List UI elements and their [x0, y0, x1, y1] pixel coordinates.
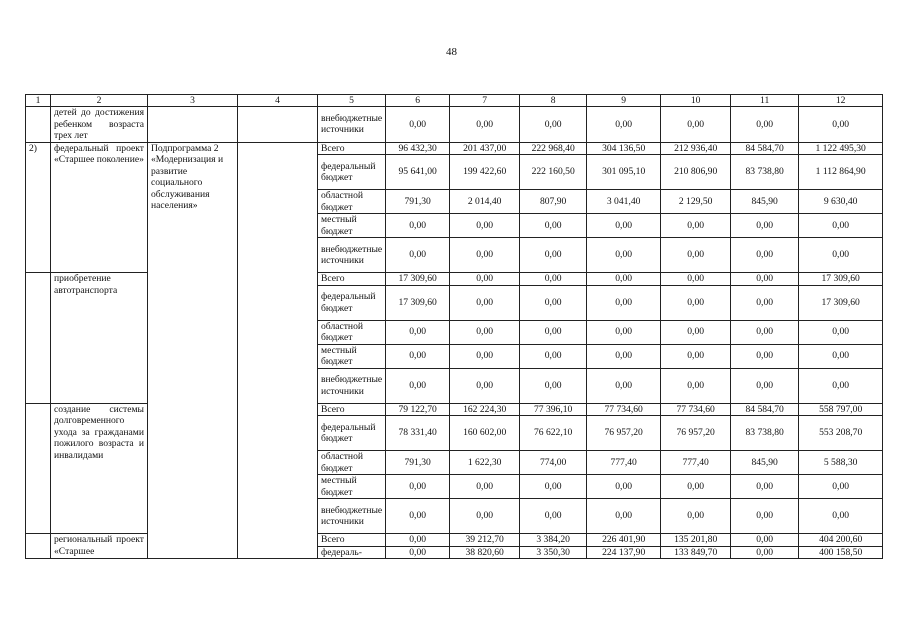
funding-source: областной бюджет — [318, 451, 386, 475]
funding-source: Всего — [318, 273, 386, 286]
amount-cell: 777,40 — [587, 451, 661, 475]
column-header: 10 — [661, 95, 731, 107]
amount-cell: 9 630,40 — [799, 190, 883, 214]
amount-cell: 0,00 — [799, 368, 883, 403]
executor-cell — [238, 107, 318, 143]
amount-cell: 0,00 — [731, 344, 799, 368]
amount-cell: 0,00 — [661, 214, 731, 238]
amount-cell: 17 309,60 — [799, 273, 883, 286]
amount-cell: 95 641,00 — [386, 155, 450, 190]
column-header: 7 — [450, 95, 520, 107]
amount-cell: 77 734,60 — [587, 403, 661, 416]
amount-cell: 0,00 — [661, 238, 731, 273]
measure-name: федеральный проект «Старшее поколение» — [51, 142, 148, 273]
column-header: 3 — [148, 95, 238, 107]
amount-cell: 0,00 — [386, 475, 450, 499]
amount-cell: 0,00 — [731, 107, 799, 143]
measure-name: приобретение автотранспорта — [51, 273, 148, 404]
amount-cell: 0,00 — [386, 238, 450, 273]
amount-cell: 0,00 — [799, 320, 883, 344]
amount-cell: 0,00 — [450, 238, 520, 273]
amount-cell: 0,00 — [661, 285, 731, 320]
row-index — [26, 273, 51, 404]
amount-cell: 222 968,40 — [520, 142, 587, 155]
row-index — [26, 403, 51, 534]
amount-cell: 0,00 — [520, 475, 587, 499]
amount-cell: 774,00 — [520, 451, 587, 475]
amount-cell: 226 401,90 — [587, 534, 661, 547]
amount-cell: 201 437,00 — [450, 142, 520, 155]
column-header: 4 — [238, 95, 318, 107]
amount-cell: 0,00 — [450, 273, 520, 286]
amount-cell: 0,00 — [520, 107, 587, 143]
executor-cell — [238, 142, 318, 559]
funding-source: внебюджетные источники — [318, 368, 386, 403]
amount-cell: 0,00 — [386, 546, 450, 559]
funding-source: федеральный бюджет — [318, 285, 386, 320]
funding-source: внебюджетные источники — [318, 107, 386, 143]
amount-cell: 0,00 — [520, 273, 587, 286]
amount-cell: 0,00 — [587, 475, 661, 499]
amount-cell: 0,00 — [520, 238, 587, 273]
funding-source: внебюджетные источники — [318, 499, 386, 534]
amount-cell: 0,00 — [661, 499, 731, 534]
amount-cell: 5 588,30 — [799, 451, 883, 475]
measure-name: региональный проект «Старшее — [51, 534, 148, 559]
amount-cell: 0,00 — [520, 320, 587, 344]
amount-cell: 3 384,20 — [520, 534, 587, 547]
amount-cell: 0,00 — [661, 320, 731, 344]
amount-cell: 76 957,20 — [661, 416, 731, 451]
column-header: 11 — [731, 95, 799, 107]
amount-cell: 0,00 — [587, 368, 661, 403]
funding-source: местный бюджет — [318, 214, 386, 238]
amount-cell: 0,00 — [799, 238, 883, 273]
funding-source: местный бюджет — [318, 475, 386, 499]
amount-cell: 38 820,60 — [450, 546, 520, 559]
funding-source: федераль- — [318, 546, 386, 559]
amount-cell: 0,00 — [587, 107, 661, 143]
amount-cell: 304 136,50 — [587, 142, 661, 155]
amount-cell: 1 622,30 — [450, 451, 520, 475]
amount-cell: 0,00 — [450, 107, 520, 143]
amount-cell: 160 602,00 — [450, 416, 520, 451]
amount-cell: 0,00 — [731, 534, 799, 547]
amount-cell: 83 738,80 — [731, 155, 799, 190]
amount-cell: 0,00 — [661, 475, 731, 499]
amount-cell: 39 212,70 — [450, 534, 520, 547]
amount-cell: 0,00 — [450, 320, 520, 344]
amount-cell: 224 137,90 — [587, 546, 661, 559]
amount-cell: 17 309,60 — [799, 285, 883, 320]
amount-cell: 0,00 — [661, 273, 731, 286]
funding-source: Всего — [318, 403, 386, 416]
amount-cell: 0,00 — [731, 285, 799, 320]
funding-source: федеральный бюджет — [318, 155, 386, 190]
amount-cell: 0,00 — [520, 499, 587, 534]
amount-cell: 84 584,70 — [731, 142, 799, 155]
amount-cell: 0,00 — [731, 238, 799, 273]
funding-source: Всего — [318, 142, 386, 155]
amount-cell: 0,00 — [386, 499, 450, 534]
amount-cell: 0,00 — [587, 273, 661, 286]
amount-cell: 0,00 — [731, 368, 799, 403]
amount-cell: 0,00 — [731, 273, 799, 286]
amount-cell: 0,00 — [587, 320, 661, 344]
amount-cell: 84 584,70 — [731, 403, 799, 416]
amount-cell: 0,00 — [450, 344, 520, 368]
amount-cell: 0,00 — [661, 344, 731, 368]
amount-cell: 553 208,70 — [799, 416, 883, 451]
amount-cell: 400 158,50 — [799, 546, 883, 559]
amount-cell: 0,00 — [799, 344, 883, 368]
amount-cell: 212 936,40 — [661, 142, 731, 155]
column-header: 9 — [587, 95, 661, 107]
page-number: 48 — [446, 46, 457, 58]
amount-cell: 222 160,50 — [520, 155, 587, 190]
amount-cell: 791,30 — [386, 190, 450, 214]
program-name — [148, 107, 238, 143]
amount-cell: 404 200,60 — [799, 534, 883, 547]
amount-cell: 2 014,40 — [450, 190, 520, 214]
amount-cell: 77 396,10 — [520, 403, 587, 416]
amount-cell: 0,00 — [386, 320, 450, 344]
amount-cell: 0,00 — [731, 214, 799, 238]
amount-cell: 0,00 — [520, 344, 587, 368]
amount-cell: 0,00 — [386, 214, 450, 238]
amount-cell: 301 095,10 — [587, 155, 661, 190]
amount-cell: 0,00 — [587, 238, 661, 273]
amount-cell: 0,00 — [731, 320, 799, 344]
amount-cell: 0,00 — [661, 368, 731, 403]
column-header: 8 — [520, 95, 587, 107]
table-row — [26, 142, 883, 155]
column-header: 12 — [799, 95, 883, 107]
header-row — [26, 95, 883, 107]
amount-cell: 0,00 — [587, 344, 661, 368]
funding-source: областной бюджет — [318, 190, 386, 214]
amount-cell: 777,40 — [661, 451, 731, 475]
amount-cell: 0,00 — [731, 499, 799, 534]
amount-cell: 96 432,30 — [386, 142, 450, 155]
amount-cell: 791,30 — [386, 451, 450, 475]
funding-source: местный бюджет — [318, 344, 386, 368]
column-header: 2 — [51, 95, 148, 107]
amount-cell: 0,00 — [799, 499, 883, 534]
amount-cell: 0,00 — [450, 368, 520, 403]
column-header: 6 — [386, 95, 450, 107]
amount-cell: 0,00 — [450, 499, 520, 534]
funding-source: внебюджетные источники — [318, 238, 386, 273]
amount-cell: 162 224,30 — [450, 403, 520, 416]
amount-cell: 1 122 495,30 — [799, 142, 883, 155]
amount-cell: 845,90 — [731, 190, 799, 214]
funding-source: областной бюджет — [318, 320, 386, 344]
amount-cell: 3 350,30 — [520, 546, 587, 559]
amount-cell: 76 622,10 — [520, 416, 587, 451]
row-index — [26, 534, 51, 559]
amount-cell: 77 734,60 — [661, 403, 731, 416]
amount-cell: 0,00 — [587, 285, 661, 320]
amount-cell: 199 422,60 — [450, 155, 520, 190]
amount-cell: 17 309,60 — [386, 285, 450, 320]
amount-cell: 0,00 — [731, 475, 799, 499]
amount-cell: 0,00 — [520, 368, 587, 403]
measure-name: создание системы долговременного ухода за гражданами пожилого возраста и инвалидами — [51, 403, 148, 534]
column-header: 1 — [26, 95, 51, 107]
amount-cell: 133 849,70 — [661, 546, 731, 559]
amount-cell: 845,90 — [731, 451, 799, 475]
amount-cell: 0,00 — [520, 214, 587, 238]
amount-cell: 807,90 — [520, 190, 587, 214]
amount-cell: 0,00 — [799, 214, 883, 238]
program-name: Подпрограмма 2 «Модернизация и развитие социального обслуживания населения» — [148, 142, 238, 559]
amount-cell: 3 041,40 — [587, 190, 661, 214]
amount-cell: 135 201,80 — [661, 534, 731, 547]
amount-cell: 0,00 — [386, 368, 450, 403]
column-header: 5 — [318, 95, 386, 107]
amount-cell: 0,00 — [731, 546, 799, 559]
funding-source: федеральный бюджет — [318, 416, 386, 451]
amount-cell: 0,00 — [386, 107, 450, 143]
amount-cell: 1 112 864,90 — [799, 155, 883, 190]
amount-cell: 79 122,70 — [386, 403, 450, 416]
amount-cell: 0,00 — [386, 344, 450, 368]
amount-cell: 0,00 — [450, 285, 520, 320]
amount-cell: 83 738,80 — [731, 416, 799, 451]
amount-cell: 210 806,90 — [661, 155, 731, 190]
amount-cell: 2 129,50 — [661, 190, 731, 214]
table-row — [26, 107, 883, 143]
amount-cell: 0,00 — [661, 107, 731, 143]
amount-cell: 0,00 — [386, 534, 450, 547]
amount-cell: 0,00 — [799, 475, 883, 499]
amount-cell: 78 331,40 — [386, 416, 450, 451]
amount-cell: 17 309,60 — [386, 273, 450, 286]
funding-source: Всего — [318, 534, 386, 547]
amount-cell: 558 797,00 — [799, 403, 883, 416]
amount-cell: 0,00 — [799, 107, 883, 143]
amount-cell: 0,00 — [520, 285, 587, 320]
amount-cell: 0,00 — [450, 214, 520, 238]
amount-cell: 76 957,20 — [587, 416, 661, 451]
budget-table — [25, 94, 883, 559]
row-index: 2) — [26, 142, 51, 273]
row-index — [26, 107, 51, 143]
amount-cell: 0,00 — [450, 475, 520, 499]
amount-cell: 0,00 — [587, 214, 661, 238]
amount-cell: 0,00 — [587, 499, 661, 534]
measure-name: детей до достижения ребенком возраста трех лет — [51, 107, 148, 143]
